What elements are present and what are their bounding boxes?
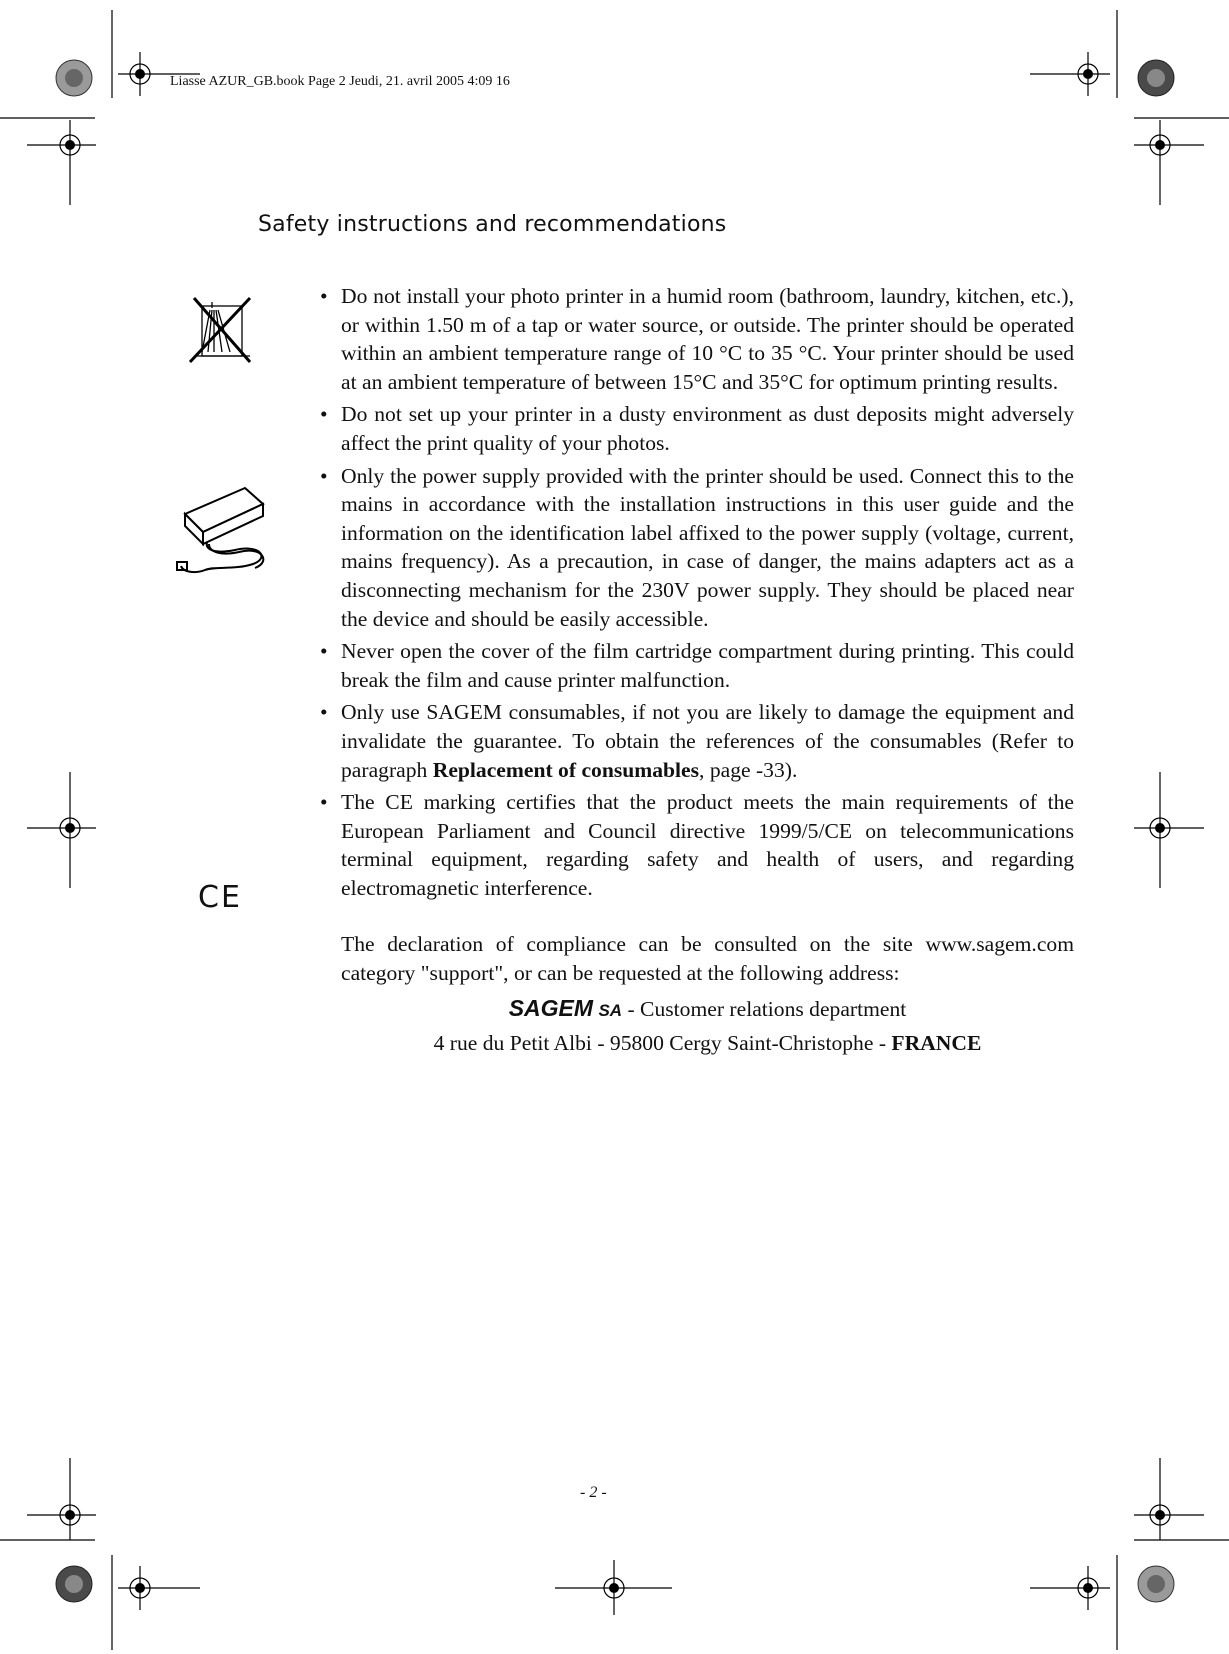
address-block bbox=[341, 992, 1074, 1060]
brand-suffix: SA bbox=[598, 1000, 623, 1020]
address-line-2: 4 rue du Petit Albi - 95800 Cergy Saint-Christophe - FRANCE bbox=[433, 1030, 982, 1055]
bullet-text: The CE marking certifies that the product meets the main requirements of the European Parliament and Council directive 1999/5/CE on telecommunications terminal equipment, regarding safety and health of users, and regarding electromagnetic interference. bbox=[341, 790, 1074, 900]
list-item: • Only use SAGEM consumables, if not you are likely to damage the equipment and invalidate the guarantee. To obtain the references of the consumables (Refer to paragraph Replacement of consumables, page -33). bbox=[318, 698, 1074, 784]
bullet-text: Only use SAGEM consumables, if not you are likely to damage the equipment and invalidate the guarantee. To obtain the references of the consumables (Refer to paragraph Replacement of consumables, page -33). bbox=[341, 700, 1074, 782]
declaration-text: The declaration of compliance can be consulted on the site www.sagem.com category "support", or can be requested at the following address: bbox=[341, 932, 1074, 986]
ce-mark-icon: CE bbox=[198, 880, 242, 915]
list-item: • The CE marking certifies that the product meets the main requirements of the European Parliament and Council directive 1999/5/CE on telecommunications terminal equipment, regarding safety and health of users, and regarding electromagnetic interference. bbox=[318, 788, 1074, 902]
cross-reference: Replacement of consumables bbox=[432, 757, 700, 782]
bullet-text: Never open the cover of the film cartridge compartment during printing. This could break the film and cause printer malfunction. bbox=[341, 639, 1074, 692]
brand-name: SAGEM bbox=[508, 994, 594, 1021]
bullet-text: Do not set up your printer in a dusty environment as dust deposits might adversely affect the print quality of your photos. bbox=[341, 402, 1074, 455]
list-item: • Do not install your photo printer in a humid room (bathroom, laundry, kitchen, etc.), or within 1.50 m of a tap or water source, or outside. The printer should be operated within an ambient temperature range of 10 °C to 35 °C. Your printer should be used at an ambient temperature of between 15°C and 35°C for optimum printing results. bbox=[318, 282, 1074, 396]
page-number: - 2 - bbox=[580, 1484, 607, 1501]
list-item: • Never open the cover of the film cartridge compartment during printing. This could break the film and cause printer malfunction. bbox=[318, 637, 1074, 694]
safety-content bbox=[318, 282, 1074, 1060]
bullet-text: Do not install your photo printer in a humid room (bathroom, laundry, kitchen, etc.), or within 1.50 m of a tap or water source, or outside. The printer should be operated within an ambient temperature range of 10 °C to 35 °C. Your printer should be used at an ambient temperature of between 15°C and 35°C for optimum printing results. bbox=[341, 284, 1074, 394]
bullet-text: Only the power supply provided with the printer should be used. Connect this to the mains in accordance with the installation instructions in this user guide and the information on the identification label affixed to the power supply (voltage, current, mains frequency). As a precaution, in case of danger, the mains adapters act as a disconnecting mechanism for the 230V power supply. They should be placed near the device and should be easily accessible. bbox=[341, 463, 1074, 631]
list-item: • Do not set up your printer in a dusty environment as dust deposits might adversely affect the print quality of your photos. bbox=[318, 400, 1074, 457]
running-head: Liasse AZUR_GB.book Page 2 Jeudi, 21. avril 2005 4:09 16 bbox=[170, 74, 510, 89]
list-item: • Only the power supply provided with the printer should be used. Connect this to the mains in accordance with the installation instructions in this user guide and the information on the identification label affixed to the power supply (voltage, current, mains frequency). As a precaution, in case of danger, the mains adapters act as a disconnecting mechanism for the 230V power supply. They should be placed near the device and should be easily accessible. bbox=[318, 462, 1074, 634]
power-adapter-icon bbox=[175, 484, 275, 579]
page-title: Safety instructions and recommendations bbox=[258, 212, 727, 237]
address-line-1: SAGEM SA - Customer relations department bbox=[508, 994, 907, 1021]
no-water-icon bbox=[188, 296, 256, 364]
